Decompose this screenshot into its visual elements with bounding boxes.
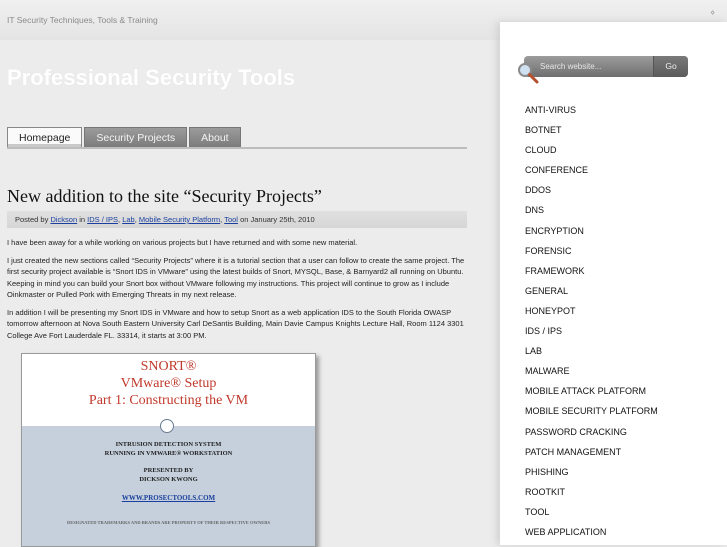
cover-url: WWW.PROSECTOOLS.COM (121, 494, 216, 502)
cover-title-area (22, 354, 315, 426)
category-item[interactable]: MOBILE SECURITY PLATFORM (525, 406, 658, 417)
category-item[interactable]: HONEYPOT (525, 305, 576, 316)
post-date: January 25th, 2010 (250, 215, 315, 224)
tab-about[interactable]: About (189, 127, 240, 148)
sidebar (500, 22, 727, 545)
category-item[interactable]: DDOS (525, 185, 552, 196)
search-box (524, 56, 688, 77)
cover-subtitle-2: RUNNING IN VMWARE® WORKSTATION (104, 450, 233, 457)
category-item[interactable]: MALWARE (525, 366, 570, 377)
category-item[interactable]: TOOL (525, 506, 550, 517)
category-item[interactable]: ENCRYPTION (525, 225, 584, 236)
site-title[interactable]: Professional Security Tools (7, 65, 296, 90)
tab-homepage[interactable]: Homepage (7, 127, 82, 148)
category-item[interactable]: FORENSIC (525, 245, 572, 256)
cover-presenter: DICKSON KWONG (139, 476, 198, 483)
category-item[interactable]: GENERAL (525, 285, 569, 296)
in-label: in (79, 215, 86, 224)
category-item[interactable]: PASSWORD CRACKING (525, 426, 627, 437)
nav-divider (7, 147, 467, 149)
category-item[interactable]: MOBILE ATTACK PLATFORM (525, 386, 647, 397)
category-item[interactable]: IDS / IPS (525, 326, 563, 337)
cover-presented-by: PRESENTED BY (143, 467, 194, 474)
post-title[interactable]: New addition to the site “Security Projects” (7, 186, 322, 206)
category-list (525, 104, 658, 546)
code-icon[interactable]: ‹› (710, 7, 713, 18)
category-link-lab[interactable]: Lab (122, 215, 135, 224)
search-icon (517, 62, 539, 84)
post-paragraph: I have been away for a while working on various projects but I have returned and with some new material. (7, 238, 358, 247)
author-link[interactable]: Dickson (50, 215, 78, 224)
search-go-button[interactable]: Go (653, 56, 688, 77)
category-item[interactable]: ROOTKIT (525, 486, 565, 497)
cover-subtitle-1: INTRUSION DETECTION SYSTEM (115, 441, 222, 448)
cover-details-area (22, 426, 315, 546)
category-link-ids-ips[interactable]: IDS / IPS (87, 215, 119, 224)
date-prefix: on (240, 215, 249, 224)
post-paragraph: In addition I will be presenting my Snort IDS in VMware and how to setup Snort as a web application IDS to the South Florida OWASP tomorrow afternoon at Nova South Eastern University Carl DeSantis Building, Main Davie Campus Knights Lecture Hall, Room 1124 3301 College Ave Fort Lauderdale FL. 33314, it starts at 3:00 PM. (7, 307, 464, 340)
category-link-mobile-security-platform[interactable]: Mobile Security Platform (138, 215, 221, 224)
category-item[interactable]: PATCH MANAGEMENT (525, 446, 622, 457)
category-item[interactable]: DNS (525, 205, 545, 216)
category-item[interactable]: LAB (525, 346, 543, 357)
cover-circle-ornament (160, 419, 174, 433)
posted-by-label: Posted by (15, 215, 49, 224)
cover-line-snort: SNORT® (140, 359, 197, 374)
search-input[interactable]: Search website... (540, 62, 602, 71)
tab-security-projects[interactable]: Security Projects (84, 127, 187, 148)
post-paragraph: I just created the new sections called “Security Projects” where it is a tutorial section that a user can follow to create the same project. The first security project available is “Snort IDS in VMware” using the latest builds of Snort, MYSQL, Base, & Barnyard2 all running on Ubuntu. Keeping in mind you can build your Snort box without VMware following my instructions. This project will continue to grow as I include Oinkmaster or Pulled Pork with Emerging Threats in my next release. (7, 255, 465, 299)
cover-fine-print: DESIGNATED TRADEMARKS AND BRANDS ARE PROPERTY OF THEIR RESPECTIVE OWNERS (67, 520, 270, 525)
category-item[interactable]: BOTNET (525, 125, 562, 136)
category-link-tool[interactable]: Tool (224, 215, 238, 224)
category-item[interactable]: CLOUD (525, 145, 557, 156)
category-item[interactable]: PHISHING (525, 466, 569, 477)
snort-vmware-cover-image[interactable] (21, 353, 316, 547)
post-meta: Posted by Dickson in IDS / IPS, Lab, Mobile Security Platform, Tool on January 25th, 2010 (7, 211, 467, 228)
post-body (7, 237, 469, 347)
cover-line-part1: Part 1: Constructing the VM (88, 393, 249, 408)
main-nav (7, 127, 241, 148)
category-item[interactable]: ANTI-VIRUS (525, 105, 577, 115)
site-tagline: IT Security Techniques, Tools & Training (7, 15, 158, 25)
category-item[interactable]: CONFERENCE (525, 165, 589, 176)
cover-line-vmware: VMware® Setup (120, 376, 217, 391)
category-item[interactable]: WEB APPLICATION (525, 526, 607, 537)
category-item[interactable]: FRAMEWORK (525, 265, 585, 276)
